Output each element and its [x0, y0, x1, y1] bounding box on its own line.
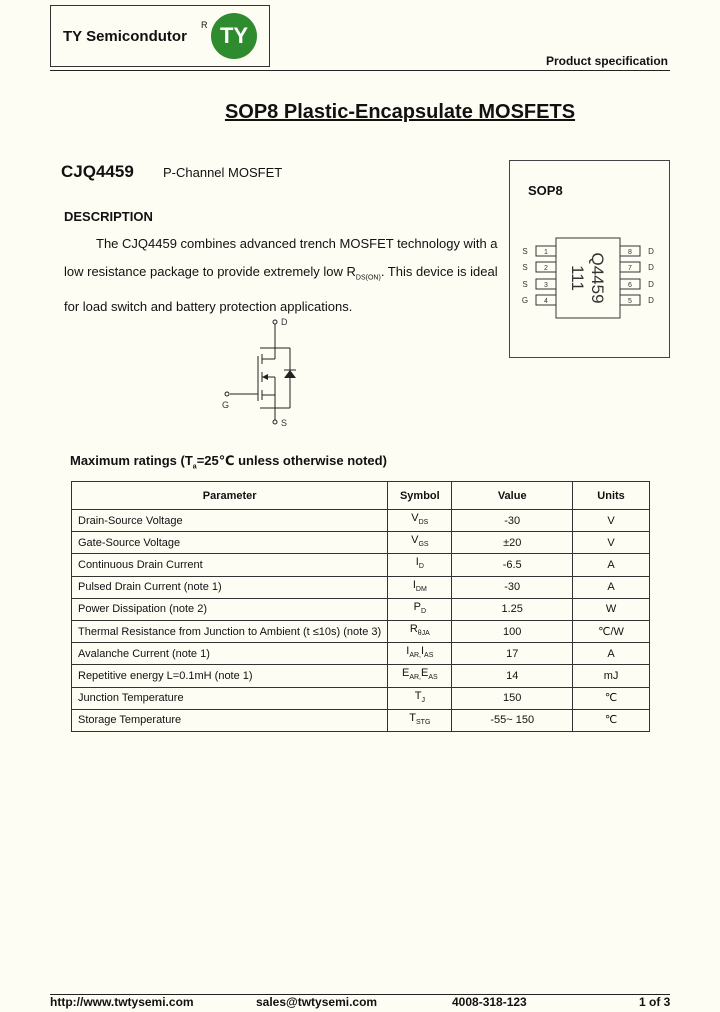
product-spec-label: Product specification	[545, 54, 668, 68]
table-row	[72, 643, 650, 665]
part-number: CJQ4459	[61, 162, 134, 181]
column-header: Symbol	[388, 482, 452, 510]
unit-cell: V	[573, 532, 650, 554]
pin-number: 3	[544, 282, 548, 289]
footer-page-number: 1 of 3	[639, 995, 671, 1009]
pin-number: 1	[544, 249, 548, 256]
pin-label: D	[648, 247, 654, 256]
table-row	[72, 687, 650, 709]
pin-number: 7	[628, 265, 632, 272]
pin-label: S	[522, 280, 528, 289]
pin-label: D	[648, 296, 654, 305]
symbol-cell: $E_{AR,}E_{AS}$	[388, 665, 452, 687]
symbol-cell: $T_{STG}$	[388, 709, 452, 731]
pin-number: 4	[544, 298, 548, 305]
unit-cell: A	[573, 576, 650, 598]
ratings-heading: Maximum ratings ($T_a=25℃$ unless otherwise noted)	[70, 453, 387, 471]
footer-phone: 4008-318-123	[452, 995, 527, 1009]
pin-label: S	[522, 247, 528, 256]
drain-label: D	[281, 317, 288, 327]
column-header: Parameter	[72, 482, 388, 510]
symbol-cell: $I_{AR,}I_{AS}$	[388, 643, 452, 665]
param-cell: Power Dissipation (note 2)	[72, 598, 388, 620]
symbol-cell: $P_D$	[388, 598, 452, 620]
column-header: Value	[452, 482, 573, 510]
footer-email[interactable]: sales@twtysemi.com	[256, 995, 378, 1009]
value-cell: 14	[452, 665, 573, 687]
gate-label: G	[222, 400, 230, 410]
symbol-cell: $I_D$	[388, 554, 452, 576]
value-cell: 100	[452, 620, 573, 642]
unit-cell: V	[573, 510, 650, 532]
unit-cell: ℃	[573, 709, 650, 731]
chip-body	[556, 238, 620, 318]
page-title: SOP8 Plastic-Encapsulate MOSFETS	[224, 101, 576, 123]
description-line-3: for load switch and battery protection applications.	[64, 298, 353, 314]
unit-cell: ℃	[573, 687, 650, 709]
table-header-row	[72, 482, 650, 510]
ratings-table	[71, 481, 650, 732]
param-cell: Gate-Source Voltage	[72, 532, 388, 554]
pin-number: 2	[544, 265, 548, 272]
logo-mark: TY	[211, 13, 257, 59]
symbol-cell: $R_{\theta JA}$	[388, 620, 452, 642]
table-row	[72, 510, 650, 532]
symbol-cell: $T_J$	[388, 687, 452, 709]
pin-label: G	[521, 296, 529, 305]
param-cell: Repetitive energy L=0.1mH (note 1)	[72, 665, 388, 687]
param-cell: Avalanche Current (note 1)	[72, 643, 388, 665]
value-cell: 150	[452, 687, 573, 709]
pin-label: S	[522, 263, 528, 272]
value-cell: ±20	[452, 532, 573, 554]
footer-url[interactable]: http://www.twtysemi.com	[50, 995, 194, 1009]
value-cell: -6.5	[452, 554, 573, 576]
param-cell: Drain-Source Voltage	[72, 510, 388, 532]
param-cell: Junction Temperature	[72, 687, 388, 709]
table-row	[72, 532, 650, 554]
table-row	[72, 665, 650, 687]
column-header: Units	[573, 482, 650, 510]
registered-mark: R	[201, 20, 208, 30]
unit-cell: mJ	[573, 665, 650, 687]
value-cell: 17	[452, 643, 573, 665]
company-logo	[50, 5, 270, 67]
channel-arrow-icon	[262, 374, 268, 380]
part-type: P-Channel MOSFET	[163, 165, 283, 180]
param-cell: Pulsed Drain Current (note 1)	[72, 576, 388, 598]
param-cell: Storage Temperature	[72, 709, 388, 731]
chip-marking-lot: 111	[568, 265, 587, 291]
table-row	[72, 598, 650, 620]
logo-text: TY Semicondutor	[63, 28, 187, 45]
body-diode-icon	[284, 370, 296, 378]
value-cell: -30	[452, 576, 573, 598]
source-label: S	[281, 418, 288, 428]
table-row	[72, 709, 650, 731]
pin-number: 6	[628, 282, 632, 289]
unit-cell: A	[573, 554, 650, 576]
mosfet-symbol	[215, 316, 315, 431]
description-text	[64, 230, 504, 321]
description-line-1: The CJQ4459 combines advanced trench MOSFET technology with a	[96, 236, 498, 251]
unit-cell: ℃/W	[573, 620, 650, 642]
unit-cell: A	[573, 643, 650, 665]
unit-cell: W	[573, 598, 650, 620]
pin-number: 8	[628, 249, 632, 256]
pin-label: D	[648, 263, 654, 272]
table-row	[72, 620, 650, 642]
description-heading: DESCRIPTION	[64, 209, 153, 224]
value-cell: 1.25	[452, 598, 573, 620]
sop8-package-diagram	[515, 235, 665, 325]
header-divider	[50, 70, 670, 71]
param-cell: Continuous Drain Current	[72, 554, 388, 576]
pin-number: 5	[628, 298, 632, 305]
value-cell: -30	[452, 510, 573, 532]
chip-marking-part: Q4459	[588, 252, 607, 304]
param-cell: Thermal Resistance from Junction to Ambient (t ≤10s) (note 3)	[72, 620, 388, 642]
table-row	[72, 576, 650, 598]
pin-label: D	[648, 280, 654, 289]
symbol-cell: $V_{GS}$	[388, 532, 452, 554]
symbol-cell: $I_{DM}$	[388, 576, 452, 598]
description-line-2: low resistance package to provide extremely low $R_{DS(ON)}$. This device is ideal	[64, 264, 498, 282]
value-cell: -55~ 150	[452, 709, 573, 731]
package-title: SOP8	[528, 183, 563, 198]
symbol-cell: $V_{DS}$	[388, 510, 452, 532]
table-row	[72, 554, 650, 576]
